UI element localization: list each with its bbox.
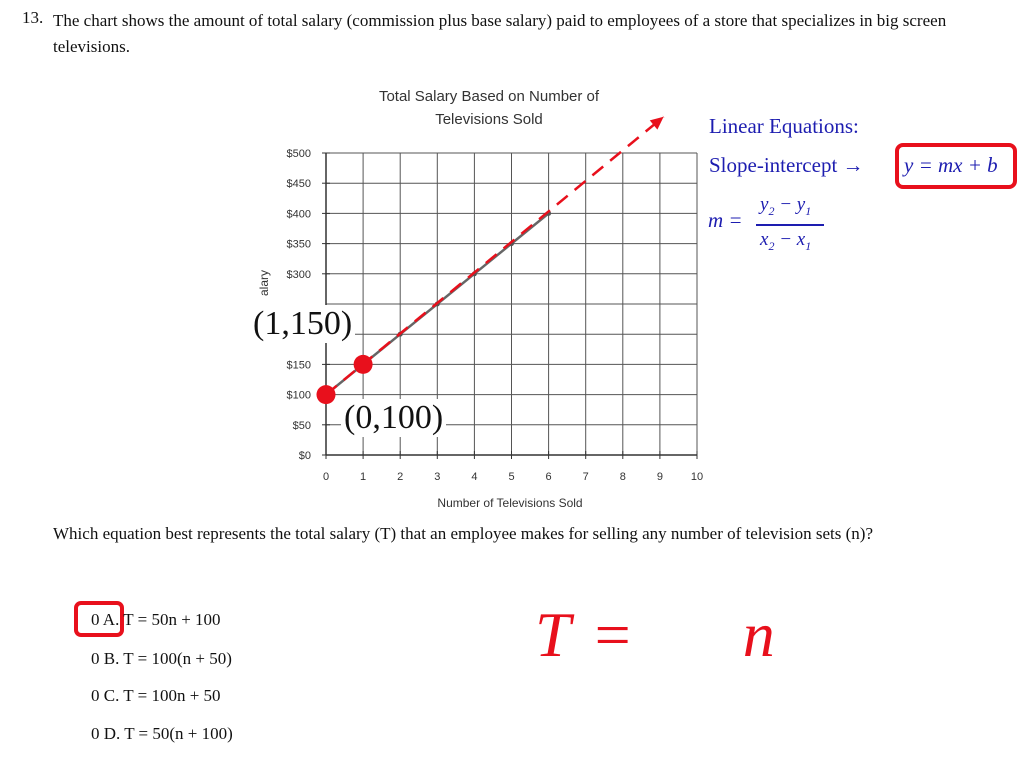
x-tick-label: 4 [471, 471, 478, 483]
x-tick-label: 0 [322, 471, 330, 483]
y-tick-label: $150 [286, 359, 311, 372]
choice-b[interactable] [91, 649, 232, 669]
y-tick-label: $350 [286, 238, 311, 251]
notes-title: Linear Equations: [709, 114, 859, 138]
question-prompt: Which equation best represents the total salary (T) that an employee makes for selling any number of television sets (n)? [53, 524, 873, 543]
choice-d-label: 0 D. [91, 724, 121, 743]
y-tick-label: $450 [286, 178, 311, 191]
y-tick-label: $100 [286, 389, 311, 402]
point-label-0-100: (0,100) [341, 399, 446, 437]
choice-a[interactable] [91, 610, 221, 630]
choice-d-equation: T = 50(n + 100) [124, 724, 233, 743]
highlight-point [354, 355, 373, 374]
x-tick-label: 2 [397, 471, 404, 483]
choice-a-label: 0 A. [91, 610, 120, 629]
point-label-1-150: (1,150) [250, 305, 355, 343]
choice-b-equation: T = 100(n + 50) [123, 649, 232, 668]
slope-formula-denominator: $x_2 - x_1$ [760, 229, 812, 253]
x-tick-label: 9 [656, 471, 663, 483]
x-tick-label: 1 [360, 471, 367, 483]
choice-d[interactable] [91, 724, 233, 744]
slope-formula-numerator: $y_2 - y_1$ [760, 194, 812, 218]
y-tick-label: $400 [286, 208, 311, 221]
chart-title-line2: Televisions Sold [435, 111, 543, 128]
chart-x-axis-label: Number of Televisions Sold [437, 496, 583, 510]
choice-c-equation: T = 100n + 50 [123, 686, 221, 705]
choice-b-label: 0 B. [91, 649, 120, 668]
y-tick-label: $0 [298, 450, 311, 462]
x-tick-label: 10 [690, 471, 704, 483]
y-tick-label: $50 [292, 419, 311, 432]
big-equation-n: n [742, 599, 775, 670]
slope-intercept-formula: y = mx + b [904, 153, 998, 177]
slope-intercept-label: Slope-intercept → [709, 153, 864, 177]
big-equation-t: T [535, 599, 571, 670]
highlight-point [317, 385, 336, 404]
y-tick-label: $500 [286, 148, 311, 160]
x-tick-label: 7 [582, 471, 589, 483]
question-number: 13. [22, 8, 44, 27]
choice-c[interactable] [91, 686, 221, 706]
big-equation-equals: = [594, 599, 631, 670]
chart-title-line1: Total Salary Based on Number of [378, 88, 600, 105]
chart-annotations [317, 117, 664, 404]
x-tick-label: 8 [619, 471, 626, 483]
chart-y-axis-label: alary [257, 269, 271, 297]
big-equation [535, 598, 775, 672]
question-text: The chart shows the amount of total salary (commission plus base salary) paid to employees of a store that specializes in big screen televisions. [53, 11, 947, 56]
choice-c-label: 0 C. [91, 686, 120, 705]
x-tick-label: 3 [434, 471, 441, 483]
slope-formula-m: m = [708, 208, 743, 232]
choice-a-equation: T = 50n + 100 [123, 610, 221, 629]
slope-formula-fraction-bar [756, 224, 824, 226]
x-tick-label: 6 [545, 471, 552, 483]
x-tick-label: 5 [508, 471, 515, 483]
y-tick-label: $300 [286, 268, 311, 281]
